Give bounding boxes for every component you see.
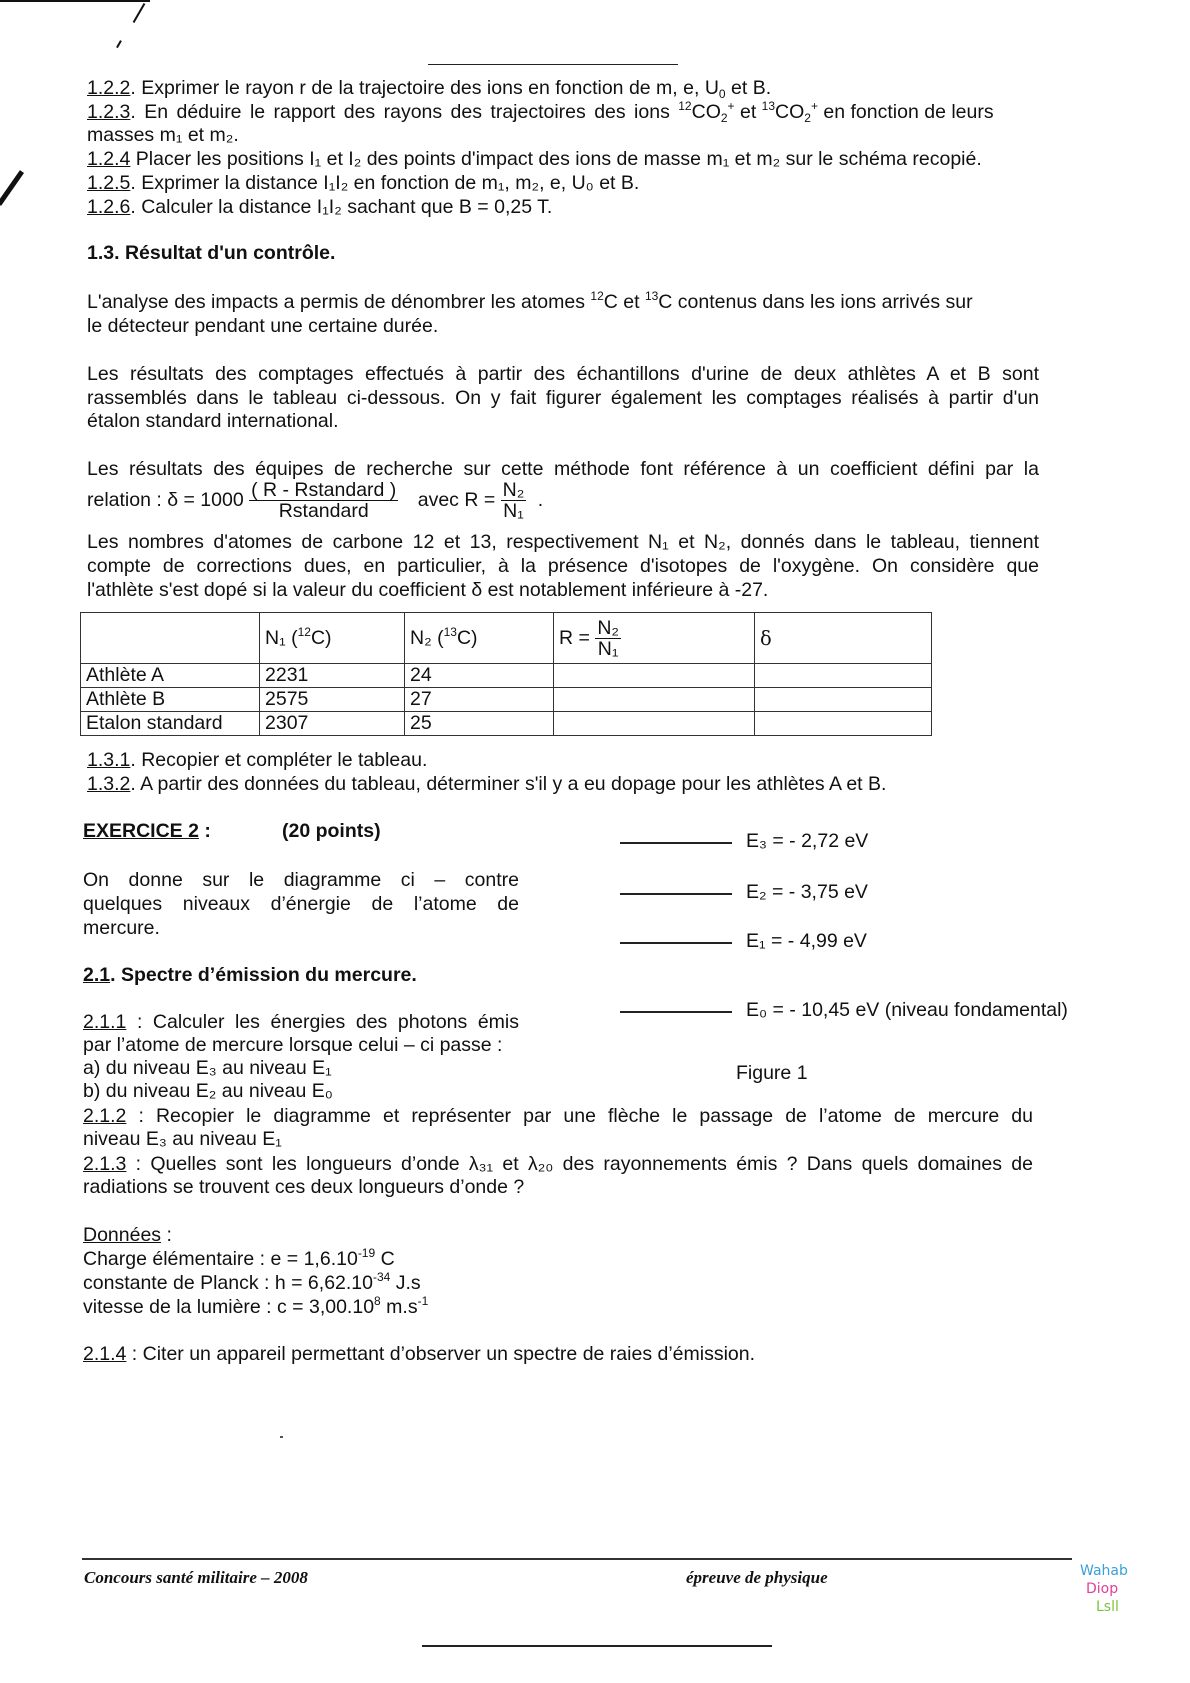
scan-mark-small (116, 40, 121, 48)
scan-mark-arrow (0, 170, 24, 206)
paragraph-4-line2: compte de corrections dues, en particulier, à la présence d'isotopes de l'oxygène. On considère que (87, 555, 1039, 577)
table-row: Athlète A 2231 24 (81, 664, 932, 688)
constant-speed-of-light: vitesse de la lumière : $c = 3,00.10^8$ $m.s^{-1}$ (83, 1294, 429, 1318)
paragraph-2-line2: rassemblés dans le tableau ci-dessous. On y fait figurer également les comptages réalisés à partir d'un (87, 387, 1039, 409)
question-1-2-3: 1.2.3. En déduire le rapport des rayons des trajectoires des ions $^{12}CO_2^+$ et $^{13}CO_2^+$ en fonction de leurs (87, 99, 994, 125)
scan-mark-diagonal (133, 3, 146, 23)
figure-caption: Figure 1 (736, 1062, 808, 1084)
paragraph-1-line1: L'analyse des impacts a permis de dénombrer les atomes $^{12}$C et $^{13}$C contenus dans les ions arrivés sur (87, 289, 973, 313)
question-2-1-1-b: b) du niveau E₂ au niveau E₀ (83, 1080, 333, 1102)
question-1-2-2: 1.2.2. Exprimer le rayon r de la trajectoire des ions en fonction de m, e, $U_0$ et B. (87, 77, 772, 101)
paragraph-2-line1: Les résultats des comptages effectués à partir des échantillons d'urine de deux athlètes A et B sont (87, 363, 1039, 385)
energy-level-label-e3: E₃ = - 2,72 eV (746, 830, 869, 852)
question-2-1-3-line2: radiations se trouvent ces deux longueurs d’onde ? (83, 1176, 525, 1198)
exercise-2-intro-line3: mercure. (83, 917, 160, 939)
section-title-1-3: 1.3. Résultat d'un contrôle. (87, 242, 336, 264)
paragraph-2-line3: étalon standard international. (87, 410, 339, 432)
footer-left: Concours santé militaire – 2008 (84, 1568, 308, 1587)
energy-level-line-e1 (620, 942, 732, 944)
question-2-1-1-a: a) du niveau E₃ au niveau E₁ (83, 1057, 332, 1079)
table-row: Etalon standard 2307 25 (81, 712, 932, 736)
question-2-1-2-line1: 2.1.2 : Recopier le diagramme et représenter par une flèche le passage de l’atome de mercure du (83, 1105, 1033, 1127)
energy-level-line-e2 (620, 893, 732, 895)
delta-relation: relation : δ = 1000 $\frac{\text{( R - Rstandard )}}{\text{Rstandard}}$ avec R = $\frac{\text{N₂}}{\text{N₁}}$ . (87, 479, 544, 522)
section-title-2-1: 2.1. Spectre d’émission du mercure. (83, 964, 417, 986)
delta-fraction: $\frac{\text{( R - Rstandard )}}{\text{Rstandard}}$ (251, 479, 397, 522)
exercise-2-intro-line1: On donne sur le diagramme ci – contre (83, 869, 519, 891)
header-empty (81, 613, 260, 664)
question-1-2-5: 1.2.5. Exprimer la distance I₁I₂ en fonction de m₁, m₂, e, U₀ et B. (87, 172, 640, 194)
table-row: Athlète B 2575 27 (81, 688, 932, 712)
question-1-2-3-line2: masses m₁ et m₂. (87, 124, 239, 146)
paragraph-4-line1: Les nombres d'atomes de carbone 12 et 13, respectivement N₁ et N₂, donnés dans le tableau, tiennent (87, 531, 1039, 553)
bottom-rule (422, 1645, 772, 1647)
header-ratio: R = $\frac{\text{N₂}}{\text{N₁}}$ (554, 613, 755, 664)
table-header-row (81, 613, 932, 664)
question-2-1-3-line1: 2.1.3 : Quelles sont les longueurs d’onde λ₃₁ et λ₂₀ des rayonnements émis ? Dans quels domaines de (83, 1153, 1033, 1175)
question-1-3-2: 1.3.2. A partir des données du tableau, déterminer s'il y a eu dopage pour les athlètes A et B. (87, 773, 887, 795)
paragraph-1-line2: le détecteur pendant une certaine durée. (87, 315, 439, 337)
ratio-fraction: $\frac{\text{N₂}}{\text{N₁}}$ (502, 479, 525, 522)
energy-level-label-e1: E₁ = - 4,99 eV (746, 930, 867, 952)
question-1-2-4: 1.2.4 Placer les positions I₁ et I₂ des points d'impact des ions de masse m₁ et m₂ sur le schéma recopié. (87, 148, 982, 170)
energy-level-label-e0: E₀ = - 10,45 eV (niveau fondamental) (746, 999, 1068, 1021)
question-1-3-1: 1.3.1. Recopier et compléter le tableau. (87, 749, 428, 771)
ratio-header-fraction: $\frac{\text{N₂}}{\text{N₁}}$ (597, 616, 619, 660)
header-delta: δ (755, 613, 932, 664)
paragraph-3-line1: Les résultats des équipes de recherche sur cette méthode font référence à un coefficient défini par la (87, 458, 1039, 480)
isotope-count-table (80, 612, 932, 736)
exercise-2-intro-line2: quelques niveaux d’énergie de l’atome de (83, 893, 519, 915)
question-2-1-4: 2.1.4 : Citer un appareil permettant d’observer un spectre de raies d’émission. (83, 1343, 756, 1365)
energy-level-label-e2: E₂ = - 3,75 eV (746, 881, 868, 903)
question-2-1-1-line2: par l’atome de mercure lorsque celui – ci passe : (83, 1034, 503, 1056)
scan-mark-top (0, 0, 150, 2)
question-2-1-2-line2: niveau E₃ au niveau E₁ (83, 1128, 282, 1150)
logo-line-1: Wahab (1080, 1563, 1128, 1579)
data-heading: Données : (83, 1224, 172, 1246)
header-n2: N₂ ($^{13}$C) (405, 613, 554, 664)
author-logo (1080, 1562, 1128, 1616)
top-rule (428, 64, 678, 65)
question-number: 1.2.2 (87, 77, 131, 99)
scan-dot (280, 1436, 283, 1438)
logo-line-2: Diop (1086, 1581, 1119, 1597)
exercise-2-points: (20 points) (282, 820, 381, 842)
question-2-1-1-line1: 2.1.1 : Calculer les énergies des photons émis (83, 1011, 519, 1033)
footer-center: épreuve de physique (686, 1568, 828, 1587)
constant-elementary-charge: Charge élémentaire : $e = 1,6.10^{-19}$ C (83, 1246, 395, 1270)
energy-level-line-e0 (620, 1011, 732, 1013)
paragraph-4-line3: l'athlète s'est dopé si la valeur du coefficient δ est notablement inférieure à -27. (87, 579, 769, 601)
energy-level-line-e3 (620, 842, 732, 844)
constant-planck: constante de Planck : $h = 6,62.10^{-34}$ J.s (83, 1270, 421, 1294)
footer-rule (82, 1558, 1072, 1560)
header-n1: N₁ ($^{12}$C) (260, 613, 405, 664)
logo-line-3: Lsll (1096, 1599, 1119, 1615)
exercise-2-heading: EXERCICE 2 : (83, 820, 211, 842)
question-1-2-6: 1.2.6. Calculer la distance I₁I₂ sachant que B = 0,25 T. (87, 196, 553, 218)
